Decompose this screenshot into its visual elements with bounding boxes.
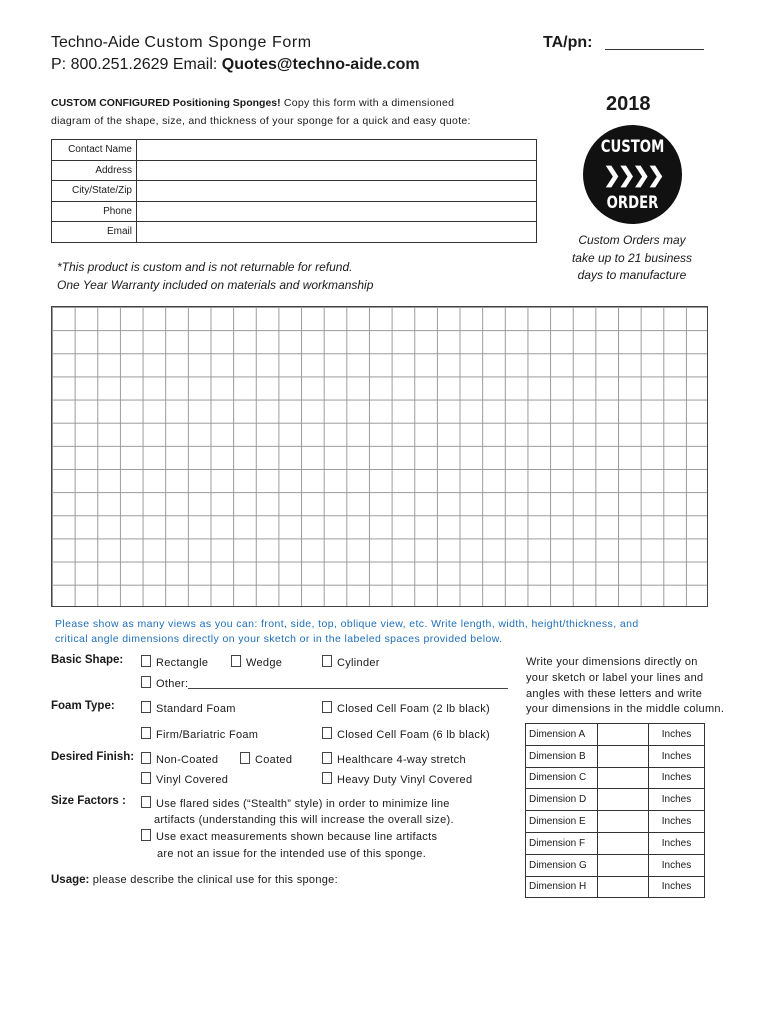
checkbox-icon[interactable] [322,701,332,713]
sketch-grid[interactable] [51,306,708,607]
custom-note-line: Custom Orders may [578,233,686,247]
option-label: Coated [255,754,293,766]
standard-foam-option[interactable] [141,701,236,715]
dims-note-line: your dimensions in the middle column. [526,703,725,716]
dimension-e-field[interactable] [598,811,649,833]
contact-label: Address [52,160,137,181]
contact-row [52,201,537,222]
intro-text-1: Copy this form with a dimensioned [280,97,455,109]
other-option[interactable] [141,676,188,690]
unit-label: Inches [649,724,705,746]
dimensions-table [525,723,705,898]
refund-note: *This product is custom and is not returnable for refund. [57,260,353,274]
dimension-label: Dimension G [526,854,598,876]
checkbox-icon[interactable] [231,655,241,667]
unit-label: Inches [649,767,705,789]
table-row [526,811,705,833]
non-coated-option[interactable] [141,752,218,766]
dims-note-line: your sketch or label your lines and [526,671,704,684]
email-link[interactable]: Quotes@techno-aide.com [221,56,420,73]
size-factors-label: Size Factors : [51,795,126,807]
badge-line-1: CUSTOM [600,137,665,157]
wedge-option[interactable] [231,655,282,669]
unit-label: Inches [649,745,705,767]
warranty-note: One Year Warranty included on materials and workmanship [57,277,374,292]
dimension-label: Dimension H [526,876,598,898]
intro-line-1 [51,97,454,109]
usage-line [51,870,338,888]
firm-bariatric-option[interactable] [141,727,258,741]
checkbox-icon[interactable] [322,727,332,739]
usage-label: Usage: [51,874,90,886]
checkbox-icon[interactable] [141,727,151,739]
unit-label: Inches [649,789,705,811]
dimension-label: Dimension D [526,789,598,811]
intro-bold: CUSTOM CONFIGURED Positioning Sponges! [51,97,281,109]
checkbox-icon[interactable] [141,655,151,667]
dimension-b-field[interactable] [598,745,649,767]
contact-label: Phone [52,201,137,222]
form-title [51,34,312,52]
usage-area[interactable] [51,890,511,950]
contact-label: Contact Name [52,140,137,161]
checkbox-icon[interactable] [322,772,332,784]
option-label: Heavy Duty Vinyl Covered [337,774,473,786]
checkbox-icon[interactable] [322,655,332,667]
table-row [526,745,705,767]
table-row [526,789,705,811]
dimension-label: Dimension B [526,745,598,767]
option-label: Non-Coated [156,754,219,766]
option-label-cont: are not an issue for the intended use of this sponge. [157,848,427,860]
city-state-zip-field[interactable] [137,181,537,202]
option-label: Vinyl Covered [156,774,229,786]
instruction-line: Please show as many views as you can: front, side, top, oblique view, etc. Write length, width, height/thickness, and [55,618,639,630]
checkbox-icon[interactable] [141,772,151,784]
closed-cell-6lb-option[interactable] [322,727,490,741]
checkbox-icon[interactable] [141,676,151,688]
custom-note-line: days to manufacture [577,268,687,282]
chevrons-icon: ❯❯❯❯ [603,164,662,187]
dimensions-note [526,655,724,718]
option-label: Other: [156,678,189,690]
checkbox-icon[interactable] [141,829,151,841]
option-label-cont: artifacts (understanding this will increase the overall size). [154,814,454,826]
brand-name: Techno-Aide [51,34,140,51]
option-label: Use exact measurements shown because line artifacts [156,831,438,843]
phone-text: P: 800.251.2629 Email: [51,56,218,73]
contact-row [52,181,537,202]
rectangle-option[interactable] [141,655,208,669]
custom-order-badge [583,125,682,224]
vinyl-covered-option[interactable] [141,772,228,786]
checkbox-icon[interactable] [141,796,151,808]
contact-label: Email [52,222,137,243]
email-field[interactable] [137,222,537,243]
checkbox-icon[interactable] [240,752,250,764]
table-row [526,767,705,789]
option-label: Cylinder [337,657,380,669]
dimension-g-field[interactable] [598,854,649,876]
dimension-label: Dimension E [526,811,598,833]
contact-row [52,160,537,181]
checkbox-icon[interactable] [141,701,151,713]
dimension-label: Dimension C [526,767,598,789]
option-label: Firm/Bariatric Foam [156,729,259,741]
contact-row [52,222,537,243]
custom-order-note [548,232,716,285]
instruction-line: critical angle dimensions directly on your sketch or in the labeled spaces provided below. [55,633,503,645]
dimension-h-field[interactable] [598,876,649,898]
desired-finish-label: Desired Finish: [51,751,135,763]
basic-shape-label: Basic Shape: [51,654,124,666]
option-label: Standard Foam [156,703,236,715]
phone-email-line [51,56,420,74]
flared-sides-option[interactable] [141,796,454,828]
sketch-instructions [55,617,639,647]
dimension-label: Dimension F [526,832,598,854]
table-row [526,724,705,746]
disclaimer [57,259,373,294]
table-row [526,854,705,876]
foam-type-label: Foam Type: [51,700,115,712]
dimension-c-field[interactable] [598,767,649,789]
usage-prompt: please describe the clinical use for this sponge: [89,874,338,886]
ta-pn-label: TA/pn: [543,34,593,51]
table-row [526,832,705,854]
other-shape-field[interactable] [188,688,508,689]
checkbox-icon[interactable] [141,752,151,764]
intro-line-2: diagram of the shape, size, and thickness of your sponge for a quick and easy quote: [51,115,471,127]
coated-option[interactable] [240,752,292,766]
phone-field[interactable] [137,201,537,222]
contact-label: City/State/Zip [52,181,137,202]
unit-label: Inches [649,876,705,898]
unit-label: Inches [649,811,705,833]
dimension-d-field[interactable] [598,789,649,811]
dims-note-line: Write your dimensions directly on [526,656,698,668]
option-label: Closed Cell Foam (6 lb black) [337,729,490,741]
option-label: Rectangle [156,657,209,669]
option-label: Wedge [246,657,283,669]
dimension-label: Dimension A [526,724,598,746]
address-field[interactable] [137,160,537,181]
contact-table [51,139,537,243]
closed-cell-2lb-option[interactable] [322,701,490,715]
dimension-f-field[interactable] [598,832,649,854]
heavy-duty-vinyl-option[interactable] [322,772,472,786]
ta-pn-field[interactable] [605,49,704,50]
healthcare-stretch-option[interactable] [322,752,466,766]
contact-name-field[interactable] [137,140,537,161]
dimension-a-field[interactable] [598,724,649,746]
option-label: Healthcare 4-way stretch [337,754,466,766]
cylinder-option[interactable] [322,655,380,669]
option-label: Use flared sides (“Stealth” style) in order to minimize line [156,798,450,810]
unit-label: Inches [649,832,705,854]
badge-line-2: ORDER [606,193,659,213]
title-text: Custom Sponge Form [144,34,312,51]
dims-note-line: angles with these letters and write [526,687,703,700]
custom-note-line: take up to 21 business [571,250,693,265]
checkbox-icon[interactable] [322,752,332,764]
contact-row [52,140,537,161]
option-label: Closed Cell Foam (2 lb black) [337,703,490,715]
table-row [526,876,705,898]
exact-measurements-option[interactable] [141,829,437,863]
unit-label: Inches [649,854,705,876]
year-label: 2018 [606,93,651,115]
